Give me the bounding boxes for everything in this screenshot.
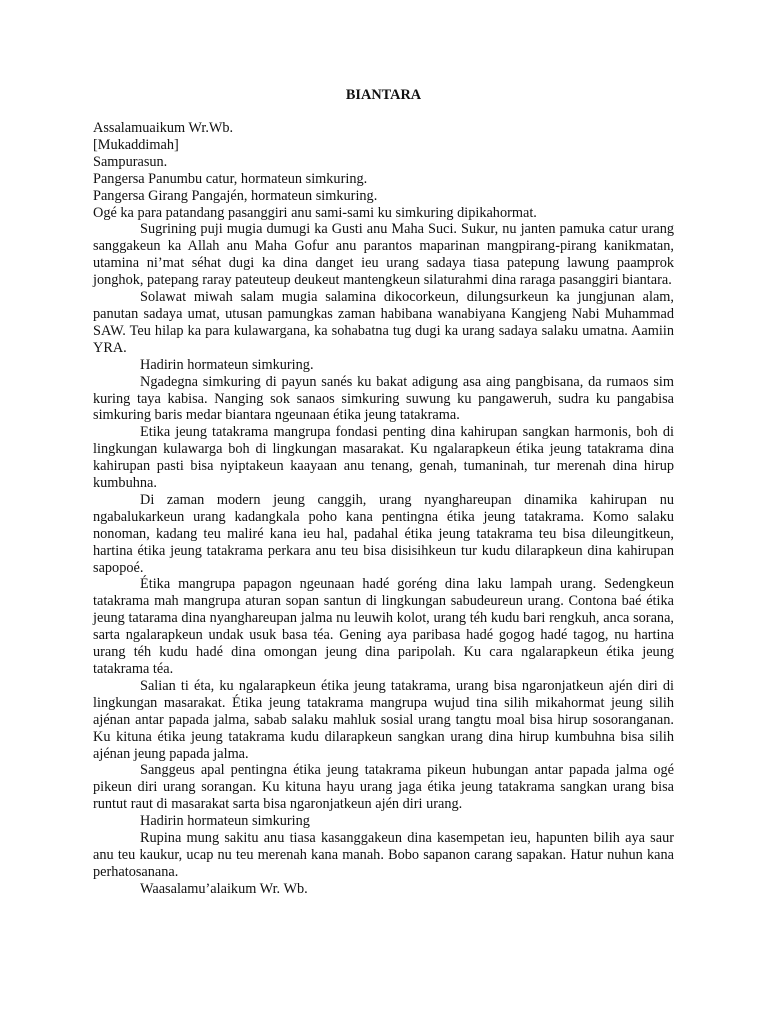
speech-body — [93, 221, 674, 897]
paragraph: Etika jeung tatakrama mangrupa fondasi penting dina kahirupan sangkan harmonis, boh di lingkungan kulawarga boh di lingkungan masarakat. Ku ngalarapkeun étika jeung tatakrama dina kahirupan pasti bisa nyiptakeun kaayaan anu tenang, genah, tumaninah, tur merenah dina hirup kumbuhna. — [93, 424, 674, 492]
paragraph: Di zaman modern jeung canggih, urang nyanghareupan dinamika kahirupan nu ngabalukarkeun urang kadangkala poho kana pentingna étika jeung tatakrama. Komo salaku nonoman, kadang teu maliré kana ieu hal, padahal étika jeung tatakrama teu bisa dileungitkeun, hartina étika jeung tatakrama perkara anu teu bisa disisihkeun tur kudu dilarapkeun dina kahirupan sapopoé. — [93, 491, 674, 576]
greeting-line: [Mukaddimah] — [93, 136, 179, 153]
document-page — [93, 86, 674, 898]
greeting-line: Pangersa Panumbu catur, hormateun simkuring. — [93, 170, 368, 187]
closing-salutation: Waasalamu’alaikum Wr. Wb. — [140, 880, 308, 897]
paragraph: Rupina mung sakitu anu tiasa kasanggakeun dina kasempetan ieu, hapunten bilih aya saur anu teu kaukur, ucap nu teu merenah kana manah. Bobo sapanon carang sapakan. Hatur nuhun kana perhatosanana. — [93, 830, 674, 880]
greeting-line: Pangersa Girang Pangajén, hormateun simkuring. — [93, 187, 378, 204]
paragraph: Sugrining puji mugia dumugi ka Gusti anu Maha Suci. Sukur, nu janten pamuka catur urang sanggakeun ka Allah anu Maha Gofur anu parantos maparinan mangpirang-pirang kanikmatan, utamina ni’mat séhat dugi ka dina danget ieu urang sadaya tiasa patepung lawung paamprok jonghok, patepang raray pateuteup deukeut mantengkeun silaturahmi dina raraga pasanggiri biantara. — [93, 221, 674, 289]
paragraph: Étika mangrupa papagon ngeunaan hadé goréng dina laku lampah urang. Sedengkeun tatakrama mah mangrupa aturan sopan santun di lingkungan sabudeureun urang. Contona baé étika jeung tatarama dina nyanghareupan jalma nu leuwih kolot, urang téh kudu bari rengkuh, anca sorana, sarta ngalarapkeun undak usuk basa téa. Gening aya paribasa hadé gogog hadé tagog, nu hartina urang téh kudu hadé dina omongan jeung dina paripolah. Ku cara ngalarapkeun étika jeung tatakrama téa. — [93, 576, 674, 677]
paragraph: Salian ti éta, ku ngalarapkeun étika jeung tatakrama, urang bisa ngaronjatkeun ajén diri di lingkungan masarakat. Étika jeung tatakrama mangrupa wujud tina silih mikahormat jeung silih ajénan antar papada jalma, sabab salaku mahluk sosial urang tangtu moal bisa hirup sosoranganan. Ku kituna étika jeung tatakrama kudu dilarapkeun sangkan urang dina hirup kumbuhna bisa silih ajénan jeung papada jalma. — [93, 677, 674, 762]
document-title: BIANTARA — [345, 87, 422, 103]
greeting-line: Ogé ka para patandang pasanggiri anu sami-sami ku simkuring dipikahormat. — [93, 204, 537, 221]
paragraph: Solawat miwah salam mugia salamina dikocorkeun, dilungsurkeun ka jungjunan alam, panutan sadaya umat, utusan pamungkas zaman habibana wanabiyana Kangjeng Nabi Muhammad SAW. Teu hilap ka para kulawargana, ka sohabatna tug dugi ka urang sadaya salaku umatna. Aamiin YRA. — [93, 289, 674, 356]
paragraph: Hadirin hormateun simkuring. — [140, 356, 314, 373]
greeting-line: Sampurasun. — [93, 153, 168, 170]
greeting-line: Assalamuaikum Wr.Wb. — [93, 120, 234, 136]
paragraph: Hadirin hormateun simkuring — [140, 813, 310, 830]
opening-greetings — [93, 120, 674, 221]
paragraph: Ngadegna simkuring di payun sanés ku bakat adigung asa aing pangbisana, da rumaos sim kuring taya kabisa. Nanging sok sanaos simkuring suwung ku pangaweruh, sudra ku pangabisa simkuring baris medar biantara ngeunaan étika jeung tatakrama. — [93, 373, 674, 424]
paragraph: Sanggeus apal pentingna étika jeung tatakrama pikeun hubungan antar papada jalma ogé pikeun diri urang sorangan. Ku kituna hayu urang jaga étika jeung tatakrama sangkan urang bisa runtut raut di masarakat sarta bisa ngaronjatkeun ajén diri urang. — [93, 762, 674, 813]
